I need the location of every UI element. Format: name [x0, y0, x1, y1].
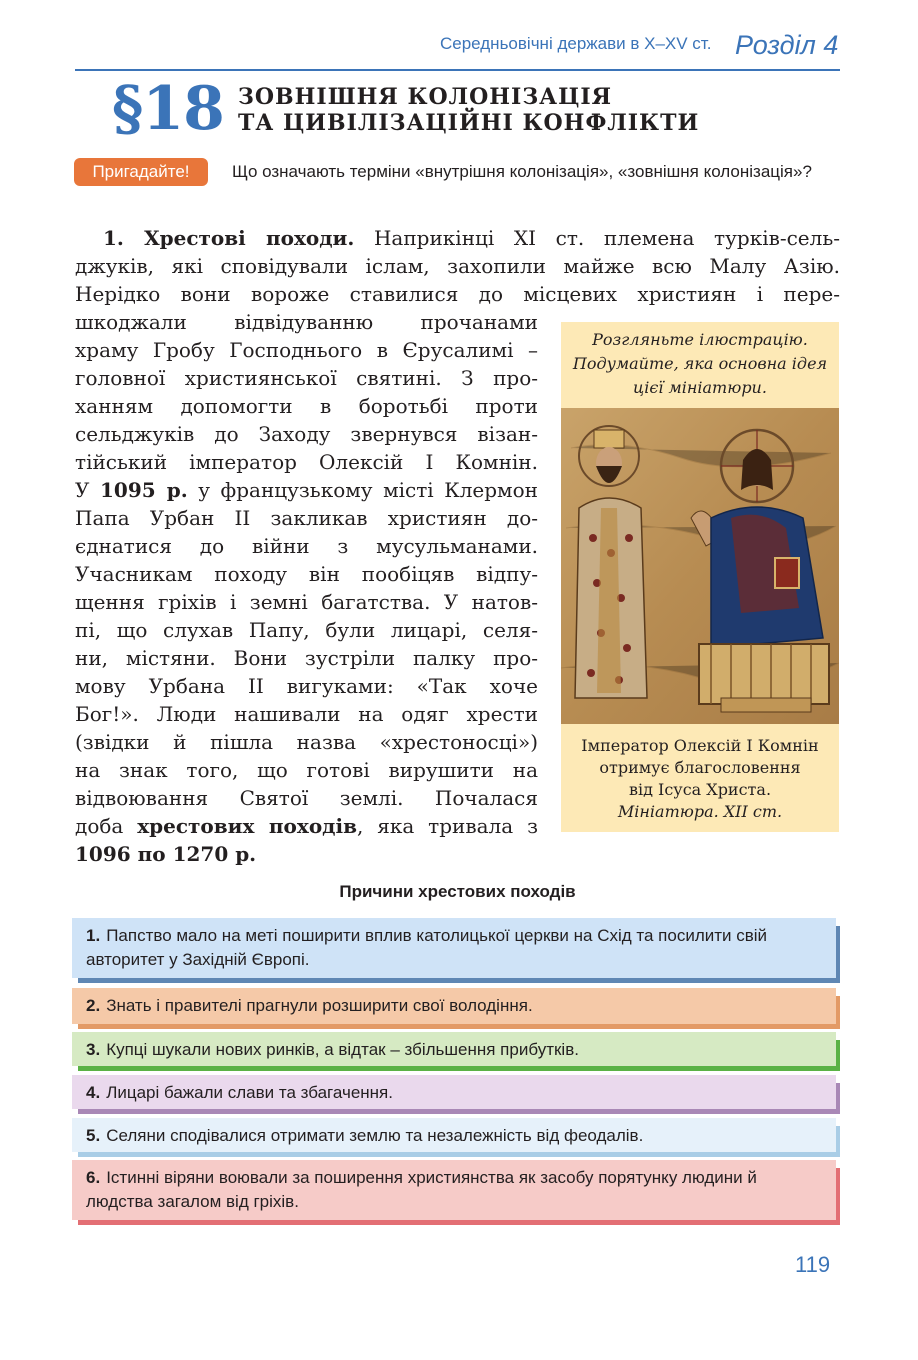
text-line: головної християнської святині. З про- — [75, 366, 538, 390]
section-number: §18 — [112, 74, 224, 144]
text-line: мову Урбана II вигуками: «Так хоче — [75, 674, 538, 698]
text-line: на знак того, що готові вирушити на — [75, 758, 538, 782]
cause-item: 6. Істинні віряни воювали за поширення християнства як засобу порятунку людини й людства загалом від гріхів. — [72, 1160, 836, 1220]
text-line: Учасникам походу він пообіцяв відпу- — [75, 562, 538, 586]
text-line: Наприкінці XI ст. племена турків-сель- — [373, 226, 840, 250]
cause-shadow — [78, 1024, 840, 1029]
cause-item: 2. Знать і правителі прагнули розширити свої володіння. — [72, 988, 836, 1024]
text-line: відвоювання Святої землі. Почалася — [75, 786, 538, 810]
text-line: єднатися до війни з мусульманами. — [75, 534, 538, 558]
text-line: храму Гробу Господнього в Єрусалимі – — [75, 338, 538, 362]
section-title — [238, 84, 699, 136]
text-line: ханням допомогти в боротьбі проти — [75, 394, 538, 418]
text-line: (звідки й пішла назва «хрестоносці») — [75, 730, 538, 754]
text-line-dates — [75, 840, 538, 868]
crusades-dates: 1096 по 1270 р. — [75, 842, 257, 866]
section-title-line1: ЗОВНІШНЯ КОЛОНІЗАЦІЯ — [238, 84, 613, 110]
cause-shadow — [836, 926, 840, 983]
text-line: Нерідко вони вороже ставилися до місцевих християн і пере- — [75, 282, 840, 306]
paragraph-intro — [75, 224, 840, 308]
header-rule — [75, 69, 840, 71]
running-head: Середньовічні держави в X–XV ст. — [440, 34, 712, 53]
text-line-era: доба хрестових походів, яка тривала з — [75, 814, 538, 838]
cause-shadow — [78, 1220, 840, 1225]
cause-shadow — [78, 1066, 840, 1071]
section-title-line2: ТА ЦИВІЛІЗАЦІЙНІ КОНФЛІКТИ — [238, 110, 700, 136]
cause-shadow — [78, 1109, 840, 1114]
recall-question: Що означають терміни «внутрішня колонізація», «зовнішня колонізація»? — [232, 162, 812, 181]
chapter-label: Розділ 4 — [735, 30, 839, 60]
paragraph-heading: 1. Хрестові походи. — [103, 226, 355, 250]
cause-item: 4. Лицарі бажали слави та збагачення. — [72, 1075, 836, 1109]
text-line: сельджуків до Заходу звернувся візан- — [75, 422, 538, 446]
cause-item: 5. Селяни сподівалися отримати землю та незалежність від феодалів. — [72, 1118, 836, 1152]
text-line: ни, містяни. Вони зустріли палку про- — [75, 646, 538, 670]
figure-caption: Імператор Олексій I Комнін отримує благословення від Ісуса Христа. Мініатюра. XII ст. — [581, 736, 819, 821]
paragraph-column — [75, 308, 538, 868]
cause-shadow — [78, 978, 840, 983]
text-line-year: У 1095 р. у французькому місті Клермон — [75, 478, 538, 502]
cause-shadow — [78, 1152, 840, 1157]
recall-badge: Пригадайте! — [74, 158, 208, 186]
text-line: Бог!». Люди нашивали на одяг хрести — [75, 702, 538, 726]
text-line: шкоджали відвідуванню прочанами — [75, 310, 538, 334]
text-line: джуків, які сповідували іслам, захопили майже всю Малу Азію. — [75, 254, 840, 278]
text-line: пі, що слухав Папу, були лицарі, селя- — [75, 618, 538, 642]
text-line: Папа Урбан II закликав християн до- — [75, 506, 538, 530]
year-1095: 1095 р. — [99, 478, 188, 502]
cause-item: 1. Папство мало на меті поширити вплив католицької церкви на Схід та посилити свій авторитет у Західній Європі. — [72, 918, 836, 978]
page-number: 119 — [795, 1252, 831, 1277]
text-line: щення гріхів і земні багатства. У натов- — [75, 590, 538, 614]
cause-shadow — [836, 1168, 840, 1225]
crusades-term: хрестових походів — [137, 814, 357, 838]
causes-title: Причини хрестових походів — [339, 882, 576, 901]
miniature-image — [561, 408, 839, 724]
cause-item: 3. Купці шукали нових ринків, а відтак – збільшення прибутків. — [72, 1032, 836, 1066]
figure-prompt: Розгляньте ілюстрацію. Подумайте, яка основна ідея цієї мініатюри. — [572, 330, 828, 397]
text-line: тійський імператор Олексій I Комнін. — [75, 450, 538, 474]
